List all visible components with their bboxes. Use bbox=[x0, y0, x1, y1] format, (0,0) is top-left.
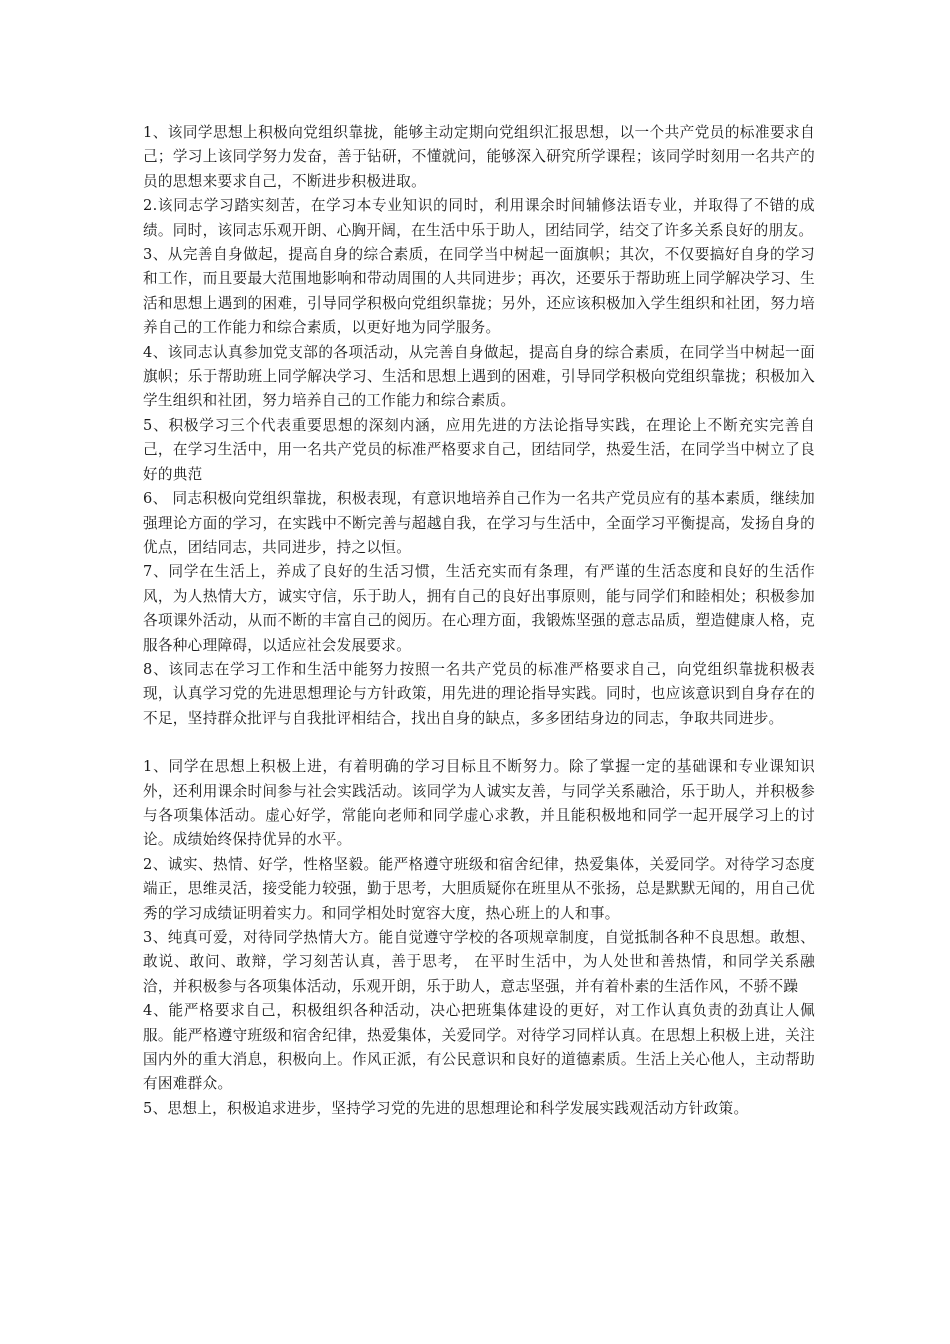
paragraph: 1、同学在思想上积极上进，有着明确的学习目标且不断努力。除了掌握一定的基础课和专业课知识外，还利用课余时间参与社会实践活动。该同学为人诚实友善，与同学关系融洽，乐于助人，并积极参与各项集体活动。虚心好学，常能向老师和同学虚心求教，并且能积极地和同学一起开展学习上的讨论。成绩始终保持优异的水平。 bbox=[143, 758, 815, 849]
paragraph: 4、该同志认真参加党支部的各项活动，从完善自身做起，提高自身的综合素质，在同学当中树起一面旗帜；乐于帮助班上同学解决学习、生活和思想上遇到的困难，引导同学积极向党组织靠拢；积极加入学生组织和社团，努力培养自己的工作能力和综合素质。 bbox=[143, 343, 815, 410]
paragraph: 2.该同志学习踏实刻苦，在学习本专业知识的同时，利用课余时间辅修法语专业，并取得了不错的成绩。同时，该同志乐观开朗、心胸开阔，在生活中乐于助人，团结同学，结交了许多关系良好的朋友。 bbox=[143, 197, 815, 239]
paragraph: 4、能严格要求自己，积极组织各种活动，决心把班集体建设的更好，对工作认真负责的劲真让人佩服。能严格遵守班级和宿舍纪律，热爱集体，关爱同学。对待学习同样认真。在思想上积极上进，关注国内外的重大消息，积极向上。作风正派，有公民意识和良好的道德素质。生活上关心他人，主动帮助有困难群众。 bbox=[143, 1002, 815, 1093]
paragraph: 5、积极学习三个代表重要思想的深刻内涵，应用先进的方法论指导实践，在理论上不断充实完善自己，在学习生活中，用一名共产党员的标准严格要求自己，团结同学，热爱生活，在同学当中树立了良好的典范 bbox=[143, 416, 815, 483]
section-spacer bbox=[143, 731, 815, 755]
document-body bbox=[143, 121, 815, 1121]
paragraph: 1、该同学思想上积极向党组织靠拢，能够主动定期向党组织汇报思想，以一个共产党员的标准要求自己；学习上该同学努力发奋，善于钻研，不懂就问，能够深入研究所学课程；该同学时刻用一名共产的员的思想来要求自己，不断进步积极进取。 bbox=[143, 124, 815, 190]
paragraph: 8、该同志在学习工作和生活中能努力按照一名共产党员的标准严格要求自己，向党组织靠拢积极表现，认真学习党的先进思想理论与方针政策，用先进的理论指导实践。同时，也应该意识到自身存在的不足，坚持群众批评与自我批评相结合，找出自身的缺点，多多团结身边的同志，争取共同进步。 bbox=[143, 660, 815, 727]
paragraph: 5、思想上，积极追求进步，坚持学习党的先进的思想理论和科学发展实践观活动方针政策。 bbox=[143, 1099, 749, 1117]
paragraph: 3、从完善自身做起，提高自身的综合素质，在同学当中树起一面旗帜；其次，不仅要搞好自身的学习和工作，而且要最大范围地影响和带动周围的人共同进步；再次，还要乐于帮助班上同学解决学习、生活和思想上遇到的困难，引导同学积极向党组织靠拢；另外，还应该积极加入学生组织和社团，努力培养自己的工作能力和综合素质，以更好地为同学服务。 bbox=[143, 246, 815, 337]
paragraph: 3、纯真可爱，对待同学热情大方。能自觉遵守学校的各项规章制度，自觉抵制各种不良思想。敢想、敢说、敢问、敢辩，学习刻苦认真，善于思考， 在平时生活中，为人处世和善热情，和同学关系融洽，并积极参与各项集体活动，乐观开朗，乐于助人，意志坚强，并有着朴素的生活作风，不骄不躁 bbox=[143, 929, 815, 995]
paragraph: 6、 同志积极向党组织靠拢，积极表现，有意识地培养自己作为一名共产党员应有的基本素质，继续加强理论方面的学习，在实践中不断完善与超越自我，在学习与生活中，全面学习平衡提高，发扬自身的优点，团结同志，共同进步，持之以恒。 bbox=[143, 490, 815, 556]
evaluation-section-1 bbox=[143, 121, 815, 731]
evaluation-section-2 bbox=[143, 755, 815, 1121]
paragraph: 2、诚实、热情、好学，性格坚毅。能严格遵守班级和宿舍纪律，热爱集体，关爱同学。对待学习态度端正，思维灵活，接受能力较强，勤于思考，大胆质疑你在班里从不张扬，总是默默无闻的，用自己优秀的学习成绩证明着实力。和同学相处时宽容大度，热心班上的人和事。 bbox=[143, 855, 815, 922]
paragraph: 7、同学在生活上，养成了良好的生活习惯，生活充实而有条理，有严谨的生活态度和良好的生活作风，为人热情大方，诚实守信，乐于助人，拥有自己的良好出事原则，能与同学们和睦相处；积极参加各项课外活动，从而不断的丰富自己的阅历。在心理方面，我锻炼坚强的意志品质，塑造健康人格，克服各种心理障碍，以适应社会发展要求。 bbox=[143, 563, 815, 654]
